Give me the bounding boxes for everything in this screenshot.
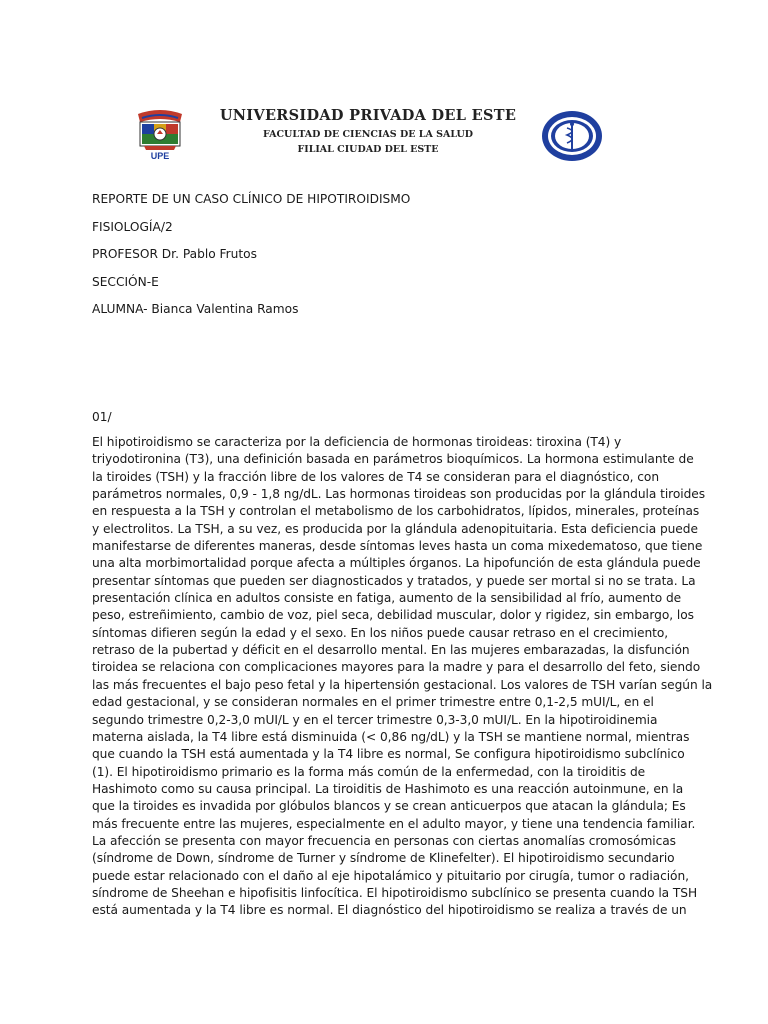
faculty-seal-logo (540, 110, 604, 162)
body-line: más frecuente entre las mujeres, especialmente en el adulto mayor, y tiene una tendencia familiar. (92, 816, 696, 831)
svg-text:UPE: UPE (150, 151, 170, 161)
body-line: tiroidea se relaciona con complicaciones mayores para la madre y para el desarrollo del feto, siendo (92, 660, 701, 675)
body-line: Hashimoto como su causa principal. La tiroiditis de Hashimoto es una reacción autoinmune, en la (92, 781, 684, 796)
medical-seal-icon (540, 110, 604, 162)
body-line: una alta morbimortalidad porque afecta a múltiples órganos. La hipofunción de esta glándula puede (92, 556, 701, 571)
body-line: y electrolitos. La TSH, a su vez, es producida por la glándula adenopituitaria. Esta deficiencia puede (92, 521, 698, 536)
body-line: (1). El hipotiroidismo primario es la forma más común de la enfermedad, con la tiroiditis de (92, 764, 646, 779)
university-header (130, 104, 610, 168)
body-line: presentar síntomas que pueden ser diagnosticados y tratados, y puede ser mortal si no se trata. La (92, 573, 696, 588)
faculty-name: FACULTAD DE CIENCIAS DE LA SALUD (262, 129, 474, 140)
body-line: síntomas difieren según la edad y el sexo. En los niños puede causar retraso en el crecimiento, (92, 625, 669, 640)
body-line: (síndrome de Down, síndrome de Turner y síndrome de Klinefelter). El hipotiroidismo secundario (92, 851, 675, 866)
body-line: La afección se presenta con mayor frecuencia en personas con ciertas anomalías cromosómicas (92, 833, 676, 848)
body-line: manifestarse de diferentes maneras, desde síntomas leves hasta un coma mixedematoso, que tiene (92, 539, 703, 554)
body-line: puede estar relacionado con el daño al eje hipotalámico y pituitario por cirugía, tumor o radiación, (92, 868, 689, 883)
university-title-block (218, 106, 518, 157)
body-line: materna aislada, la T4 libre está disminuida (< 0,86 ng/dL) y la TSH se mantiene normal, mientras (92, 729, 690, 744)
body-line: peso, estreñimiento, cambio de voz, piel seca, debilidad muscular, dolor y rigidez, sin embargo, los (92, 608, 694, 623)
body-line: las más frecuentes el bajo peso fetal y la hipertensión gestacional. Los valores de TSH varían según la (92, 677, 713, 692)
professor-line: PROFESOR Dr. Pablo Frutos (92, 247, 257, 261)
document-meta (92, 190, 410, 328)
body-line: en respuesta a la TSH y controlan el metabolismo de los carbohidratos, lípidos, minerales, proteínas (92, 504, 700, 519)
upe-crest-icon (134, 108, 186, 162)
body-line: parámetros normales, 0,9 - 1,8 ng/dL. Las hormonas tiroideas son producidas por la glándula tiroides (92, 487, 706, 502)
university-name: UNIVERSIDAD PRIVADA DEL ESTE (219, 107, 517, 124)
body-line: El hipotiroidismo se caracteriza por la deficiencia de hormonas tiroideas: tiroxina (T4) y (92, 435, 622, 449)
body-line: triyodotironina (T3), una definición basada en parámetros bioquímicos. La hormona estimulante de (92, 452, 694, 467)
body-paragraph (92, 434, 713, 920)
subject-line: FISIOLOGÍA/2 (92, 219, 173, 234)
body-line: que cuando la TSH está aumentada y la T4 libre es normal, Se configura hipotiroidismo subclínico (92, 747, 685, 762)
report-title: REPORTE DE UN CASO CLÍNICO DE HIPOTIROIDISMO (92, 192, 411, 206)
section-number: 01/ (92, 410, 112, 424)
body-line: presentación clínica en adultos consiste en fatiga, aumento de la sensibilidad al frío, aumento de (92, 591, 682, 606)
body-line: síndrome de Sheehan e hipofisitis linfocítica. El hipotiroidismo subclínico se presenta cuando la TSH (92, 885, 698, 900)
body-line: la tiroides (TSH) y la fracción libre de los valores de T4 se consideran para el diagnóstico, con (92, 469, 659, 484)
body-line: está aumentada y la T4 libre es normal. El diagnóstico del hipotiroidismo se realiza a través de un (92, 903, 687, 918)
section-line: SECCIÓN-E (92, 274, 159, 289)
student-line: ALUMNA- Bianca Valentina Ramos (92, 302, 299, 316)
body-line: segundo trimestre 0,2-3,0 mUI/L y en el tercer trimestre 0,3-3,0 mUI/L. En la hipotiroidinemia (92, 712, 658, 727)
body-line: retraso de la pubertad y déficit en el desarrollo mental. En las mujeres embarazadas, la disfunción (92, 643, 690, 658)
upe-logo (134, 108, 186, 162)
body-line: que la tiroides es invadida por glóbulos blancos y se crean anticuerpos que atacan la glándula; Es (92, 799, 686, 814)
body-line: edad gestacional, y se consideran normales en el primer trimestre entre 0,1-2,5 mUI/L, en el (92, 695, 654, 710)
filial-name: FILIAL CIUDAD DEL ESTE (297, 144, 439, 155)
